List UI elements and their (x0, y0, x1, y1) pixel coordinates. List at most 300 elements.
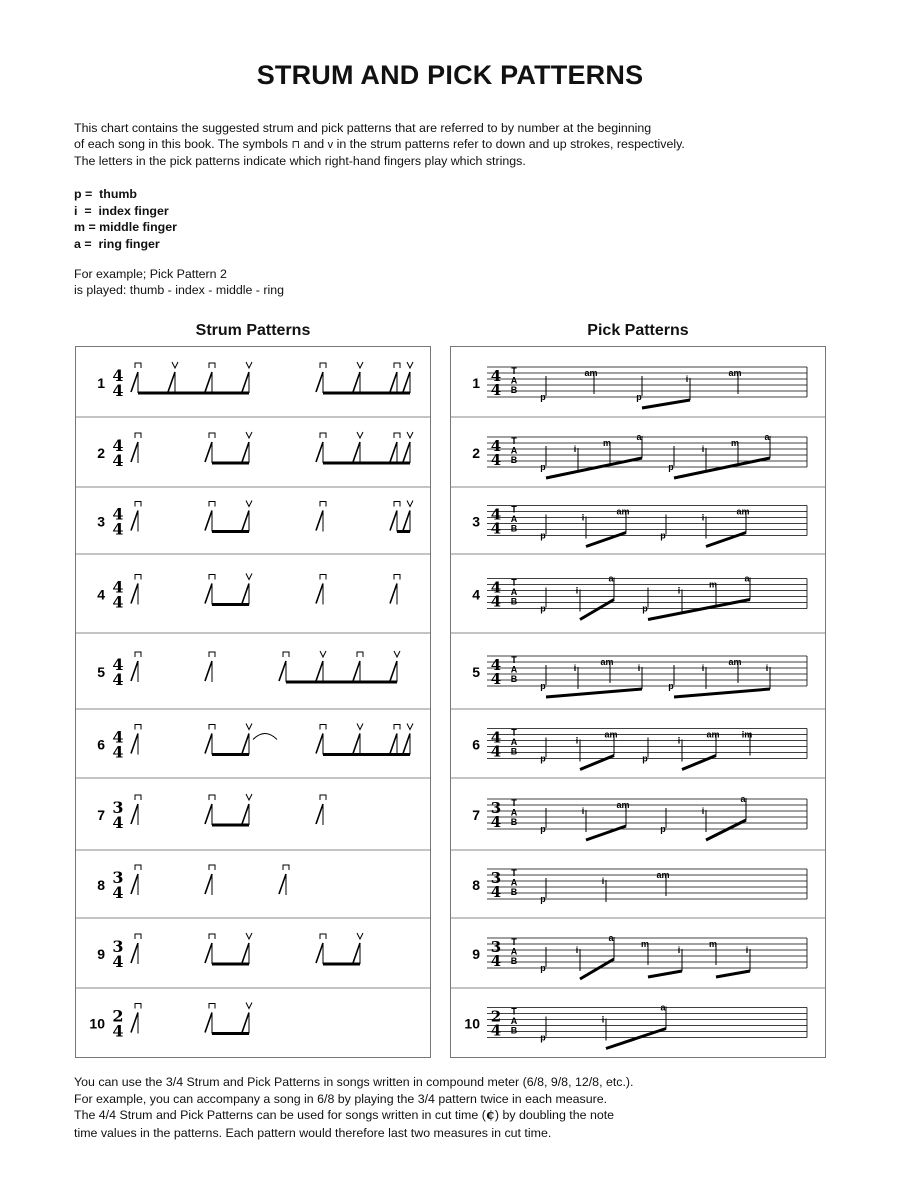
downstroke-mark (394, 502, 400, 507)
strum-pattern-6 (76, 709, 430, 762)
upstroke (353, 432, 363, 463)
page-title: STRUM AND PICK PATTERNS (256, 60, 644, 90)
tab-letter: T (511, 655, 517, 665)
downstroke (131, 433, 141, 463)
downstroke (316, 433, 326, 463)
slash-note (131, 804, 138, 824)
downstroke-mark (209, 363, 215, 368)
downstroke-mark (135, 575, 141, 580)
finger-label: i (677, 735, 681, 746)
finger-label: p (636, 392, 642, 402)
beam (642, 400, 690, 408)
cut-time-symbol: ¢ (485, 1108, 495, 1123)
tab-letter: A (510, 946, 518, 957)
finger-label: p (540, 681, 546, 691)
legend-row-middle: m = middle finger (74, 220, 177, 234)
time-signature-bottom: 4 (490, 742, 502, 761)
time-signature-top: 2 (490, 1007, 502, 1026)
pick-pattern-7 (451, 778, 825, 840)
pattern-number: 5 (97, 664, 105, 680)
pick-note (582, 513, 586, 539)
upstroke (242, 501, 252, 532)
time-signature-top: 3 (112, 798, 124, 817)
pick-note (540, 665, 546, 691)
upstroke-mark (407, 362, 413, 368)
finger-label: m (708, 579, 718, 590)
time-signature-bottom: 4 (112, 883, 124, 902)
upstroke-mark (246, 794, 252, 800)
strum-pattern-2 (76, 417, 430, 470)
pick-note (576, 736, 580, 762)
time-signature-bottom: 4 (490, 813, 502, 831)
downstroke (316, 795, 326, 825)
strum-pattern-4 (76, 554, 430, 612)
pick-note (668, 446, 674, 472)
slash-note (131, 661, 138, 681)
pick-note (660, 1003, 666, 1029)
upstroke (242, 432, 252, 463)
downstroke-mark (394, 575, 400, 580)
pattern-number: 4 (472, 586, 480, 603)
downstroke (316, 725, 326, 755)
slash-note (205, 804, 212, 824)
downstroke-mark (320, 725, 326, 730)
time-signature-bottom: 4 (112, 451, 124, 470)
slash-note (205, 1013, 212, 1033)
time-signature-bottom: 4 (490, 592, 502, 611)
pick-note (540, 878, 546, 904)
pattern-number: 3 (472, 513, 480, 530)
legend-value: middle finger (99, 220, 177, 234)
slash-note (205, 584, 212, 604)
downstroke-mark (135, 795, 141, 800)
downstroke-mark (394, 363, 400, 368)
tab-letter: T (511, 366, 517, 376)
finger-label: am (728, 657, 742, 667)
time-signature-bottom: 4 (490, 519, 502, 538)
pick-note (638, 663, 642, 689)
time-signature-bottom: 4 (112, 670, 124, 689)
downstroke-mark (320, 433, 326, 438)
pick-note (540, 1017, 546, 1043)
pick-note (742, 730, 753, 756)
upstroke-mark (246, 501, 252, 507)
pick-note (706, 730, 719, 756)
intro-line-2b: in the strum patterns refer to down and up strokes, respectively. (336, 137, 685, 151)
pattern-number: 5 (472, 664, 480, 680)
finger-label: i (575, 585, 579, 596)
slash-note (403, 511, 410, 531)
slash-note (242, 442, 249, 462)
downstroke-mark (283, 652, 289, 657)
slash-note (242, 584, 249, 604)
finger-label: am (584, 368, 598, 378)
downstroke (205, 502, 215, 532)
time-signature-top: 4 (112, 577, 124, 597)
downstroke (390, 725, 400, 755)
downstroke-mark (283, 865, 289, 870)
time-signature-top: 3 (112, 868, 124, 887)
beam (716, 971, 750, 977)
pick-note (603, 438, 611, 464)
downstroke (316, 575, 326, 605)
pattern-number: 7 (472, 807, 480, 823)
slash-note (390, 372, 397, 392)
downstroke-mark (209, 1004, 215, 1009)
upstroke-mark (320, 651, 326, 657)
pattern-number: 10 (89, 1015, 105, 1032)
pick-note (636, 376, 642, 402)
pick-note (728, 368, 741, 394)
pattern-number: 3 (97, 513, 105, 530)
downstroke-mark (135, 652, 141, 657)
slash-note (279, 874, 286, 894)
upstroke-mark (357, 724, 363, 730)
slash-note (353, 734, 360, 754)
tab-letter: A (510, 664, 518, 675)
tab-letter: A (510, 807, 518, 818)
finger-label: a (608, 573, 614, 584)
pick-note (660, 808, 666, 834)
beam (682, 756, 716, 770)
pick-note (702, 806, 706, 832)
finger-label: i (581, 806, 585, 816)
pick-note (574, 663, 578, 689)
tab-letter: A (510, 1016, 518, 1026)
finger-label: p (540, 392, 546, 402)
finger-label: i (701, 512, 705, 523)
legend-value: index finger (98, 203, 169, 218)
pick-patterns-notation (451, 347, 825, 1057)
downstroke-mark (357, 652, 363, 657)
pattern-number: 4 (97, 586, 105, 603)
finger-label: i (573, 663, 577, 673)
downstroke (131, 1004, 141, 1034)
tab-letter: B (510, 1025, 518, 1036)
pick-note (736, 507, 749, 533)
slash-note (353, 442, 360, 462)
finger-label: i (677, 585, 681, 596)
pick-note (686, 374, 690, 400)
downstroke (316, 363, 326, 393)
downstroke-mark (320, 363, 326, 368)
pick-pattern-1 (472, 366, 807, 408)
time-signature-bottom: 4 (112, 813, 124, 832)
upstroke (242, 794, 252, 825)
downstroke-mark (394, 725, 400, 730)
time-signature-top: 4 (112, 366, 124, 385)
finger-label: i (701, 444, 705, 454)
downstroke (131, 934, 141, 964)
upstroke (242, 1003, 252, 1034)
pattern-number: 2 (472, 445, 480, 461)
downstroke-mark (135, 1004, 141, 1009)
downstroke-mark (320, 575, 326, 580)
pick-note (678, 945, 682, 971)
slash-note (131, 442, 138, 462)
intro-line-2 (74, 136, 834, 153)
pick-note (600, 657, 613, 683)
time-signature-top: 3 (490, 938, 502, 956)
slash-note (131, 511, 138, 531)
time-signature-bottom: 4 (490, 952, 502, 970)
pick-note (584, 368, 597, 394)
slash-note (353, 661, 360, 681)
finger-label: p (540, 753, 546, 764)
upstroke-symbol: v (327, 139, 334, 151)
tab-letter: B (510, 956, 518, 966)
slash-note (205, 511, 212, 531)
pick-pattern-4 (451, 554, 825, 620)
example-line-2: is played: thumb - index - middle - ring (74, 283, 285, 297)
strum-pattern-10 (76, 988, 430, 1041)
pick-note (540, 588, 546, 614)
downstroke (316, 502, 326, 532)
finger-label: i (575, 735, 579, 746)
downstroke (205, 795, 215, 825)
pick-pattern-3 (451, 487, 825, 547)
pick-note (636, 432, 642, 458)
finger-label: am (736, 506, 750, 517)
pick-note (702, 513, 706, 539)
finger-label: p (540, 1032, 546, 1043)
finger-label: i (575, 945, 579, 955)
pick-note (540, 446, 546, 472)
pick-note (740, 794, 746, 820)
pick-note (678, 736, 682, 762)
upstroke-mark (357, 362, 363, 368)
tab-letter: B (510, 674, 518, 684)
footer-text (74, 1074, 854, 1141)
upstroke-mark (407, 724, 413, 730)
finger-label: i (677, 945, 681, 955)
finger-label: a (608, 933, 614, 943)
finger-label: i (637, 663, 641, 673)
beam (674, 689, 770, 697)
tab-letter: A (510, 737, 518, 747)
tab-letter: A (510, 587, 518, 597)
upstroke-mark (246, 1003, 252, 1009)
downstroke (131, 725, 141, 755)
tab-letter: A (510, 445, 518, 456)
downstroke (279, 865, 289, 895)
tab-letter: A (510, 375, 518, 386)
intro-text (74, 120, 834, 169)
downstroke (279, 652, 289, 682)
time-signature-top: 4 (112, 504, 124, 524)
downstroke (390, 575, 400, 605)
time-signature-top: 4 (490, 367, 502, 385)
finger-label: am (728, 368, 742, 378)
tab-letter: T (511, 868, 517, 878)
finger-label: m (602, 438, 612, 448)
finger-label: i (581, 512, 585, 523)
pattern-number: 7 (97, 807, 105, 823)
pick-note (764, 432, 770, 458)
upstroke-mark (172, 362, 178, 368)
upstroke-mark (407, 432, 413, 438)
slash-note (390, 511, 397, 531)
pick-note (540, 738, 546, 764)
upstroke (242, 362, 252, 393)
finger-label: a (660, 1002, 666, 1013)
slash-note (131, 734, 138, 754)
finger-label: m (708, 939, 718, 949)
slash-note (390, 584, 397, 604)
upstroke (242, 574, 252, 605)
time-signature-top: 4 (490, 437, 502, 455)
slash-note (403, 734, 410, 754)
finger-label: p (540, 894, 546, 904)
pick-note (642, 738, 648, 764)
tab-letter: T (511, 727, 517, 738)
example-line-1: For example; Pick Pattern 2 (74, 267, 227, 281)
pick-patterns-panel (450, 346, 826, 1058)
downstroke (316, 934, 326, 964)
footer-line-1: You can use the 3/4 Strum and Pick Patterns in songs written in compound meter (6/8, 9/8, 12/8, etc.). (74, 1075, 634, 1089)
finger-label: im (741, 729, 753, 740)
finger-label: p (668, 681, 674, 691)
legend-row-thumb: p = thumb (74, 187, 138, 201)
footer-line-3a: The 4/4 Strum and Pick Patterns can be used for songs written in cut time ( (74, 1108, 486, 1122)
finger-label: am (616, 800, 630, 810)
pattern-number: 2 (97, 445, 105, 461)
pick-note (576, 945, 580, 971)
slash-note (242, 511, 249, 531)
strum-pattern-3 (76, 487, 430, 539)
downstroke (205, 433, 215, 463)
legend-row-index: i = index finger (74, 203, 169, 218)
finger-label: p (540, 963, 546, 973)
pick-note (668, 665, 674, 691)
finger-label: a (764, 432, 770, 442)
pick-note (540, 808, 546, 834)
finger-label: p (540, 530, 546, 541)
slash-note (242, 372, 249, 392)
time-signature-bottom: 4 (112, 519, 124, 539)
downstroke-mark (135, 433, 141, 438)
pick-pattern-9 (451, 918, 825, 979)
slash-note (131, 874, 138, 894)
downstroke (390, 363, 400, 393)
pick-pattern-6 (451, 709, 825, 770)
pattern-number: 10 (464, 1015, 480, 1032)
downstroke-mark (135, 934, 141, 939)
downstroke (205, 363, 215, 393)
finger-label: p (660, 530, 666, 541)
pick-note (540, 515, 546, 541)
pick-note (678, 586, 682, 612)
slash-note (316, 943, 323, 963)
time-signature-bottom: 4 (112, 952, 124, 971)
downstroke (131, 795, 141, 825)
beam (580, 756, 614, 770)
strum-pattern-7 (76, 778, 430, 832)
finger-label: a (744, 573, 750, 584)
pick-note (656, 870, 669, 896)
slash-note (168, 372, 175, 392)
finger-label: m (640, 939, 650, 949)
beam (706, 533, 746, 547)
pick-pattern-8 (451, 850, 825, 904)
time-signature-bottom: 4 (112, 381, 124, 400)
downstroke (131, 502, 141, 532)
tab-letter: T (511, 504, 517, 515)
pick-note (746, 945, 750, 971)
time-signature-bottom: 4 (490, 883, 502, 901)
pick-note (766, 663, 770, 689)
pick-note (731, 438, 739, 464)
tab-letter: B (510, 746, 518, 757)
finger-label: am (616, 506, 630, 517)
slash-note (316, 804, 323, 824)
time-signature-bottom: 4 (490, 1021, 502, 1040)
time-signature-top: 4 (490, 505, 502, 524)
downstroke-mark (209, 865, 215, 870)
upstroke (403, 362, 413, 393)
upstroke (168, 362, 178, 393)
downstroke-mark (135, 725, 141, 730)
tab-letter: B (510, 887, 518, 897)
downstroke-mark (209, 934, 215, 939)
intro-line-1: This chart contains the suggested strum and pick patterns that are referred to by number at the beginning (74, 121, 652, 135)
finger-label: i (701, 663, 705, 673)
strum-pattern-8 (76, 850, 430, 902)
beam (546, 689, 642, 697)
slash-note (316, 584, 323, 604)
upstroke-mark (357, 933, 363, 939)
pick-note (582, 806, 586, 832)
finger-label: p (540, 603, 546, 614)
finger-label: i (765, 663, 769, 673)
upstroke (353, 724, 363, 755)
slash-note (205, 442, 212, 462)
finger-label: i (601, 1014, 605, 1025)
time-signature-bottom: 4 (490, 670, 502, 688)
downstroke-mark (209, 433, 215, 438)
strum-patterns-panel (75, 346, 431, 1058)
finger-label: am (706, 729, 720, 740)
upstroke (242, 933, 252, 964)
pick-note (608, 574, 614, 600)
time-signature-bottom: 4 (490, 381, 502, 399)
example-text (74, 266, 284, 298)
finger-label: p (540, 462, 546, 472)
pattern-number: 6 (97, 736, 105, 753)
downstroke (205, 652, 215, 682)
intro-line-2a: of each song in this book. The symbols (74, 137, 288, 151)
pick-note (709, 939, 717, 965)
finger-label: i (685, 374, 689, 384)
tab-letter: B (510, 817, 518, 827)
tie-mark (253, 734, 277, 740)
finger-label: a (740, 794, 746, 804)
footer-line-2: For example, you can accompany a song in 6/8 by playing the 3/4 pattern twice in each measure. (74, 1091, 608, 1106)
strum-pattern-1 (97, 362, 413, 400)
downstroke (390, 433, 400, 463)
slash-note (316, 734, 323, 754)
legend-key: i (74, 203, 78, 218)
finger-label: p (540, 824, 546, 834)
pick-note (709, 580, 717, 606)
tab-letter: A (510, 514, 518, 524)
upstroke-mark (246, 933, 252, 939)
downstroke-mark (209, 795, 215, 800)
pick-note (660, 515, 666, 541)
upstroke (353, 933, 363, 964)
pick-note (616, 507, 629, 533)
upstroke (403, 432, 413, 463)
